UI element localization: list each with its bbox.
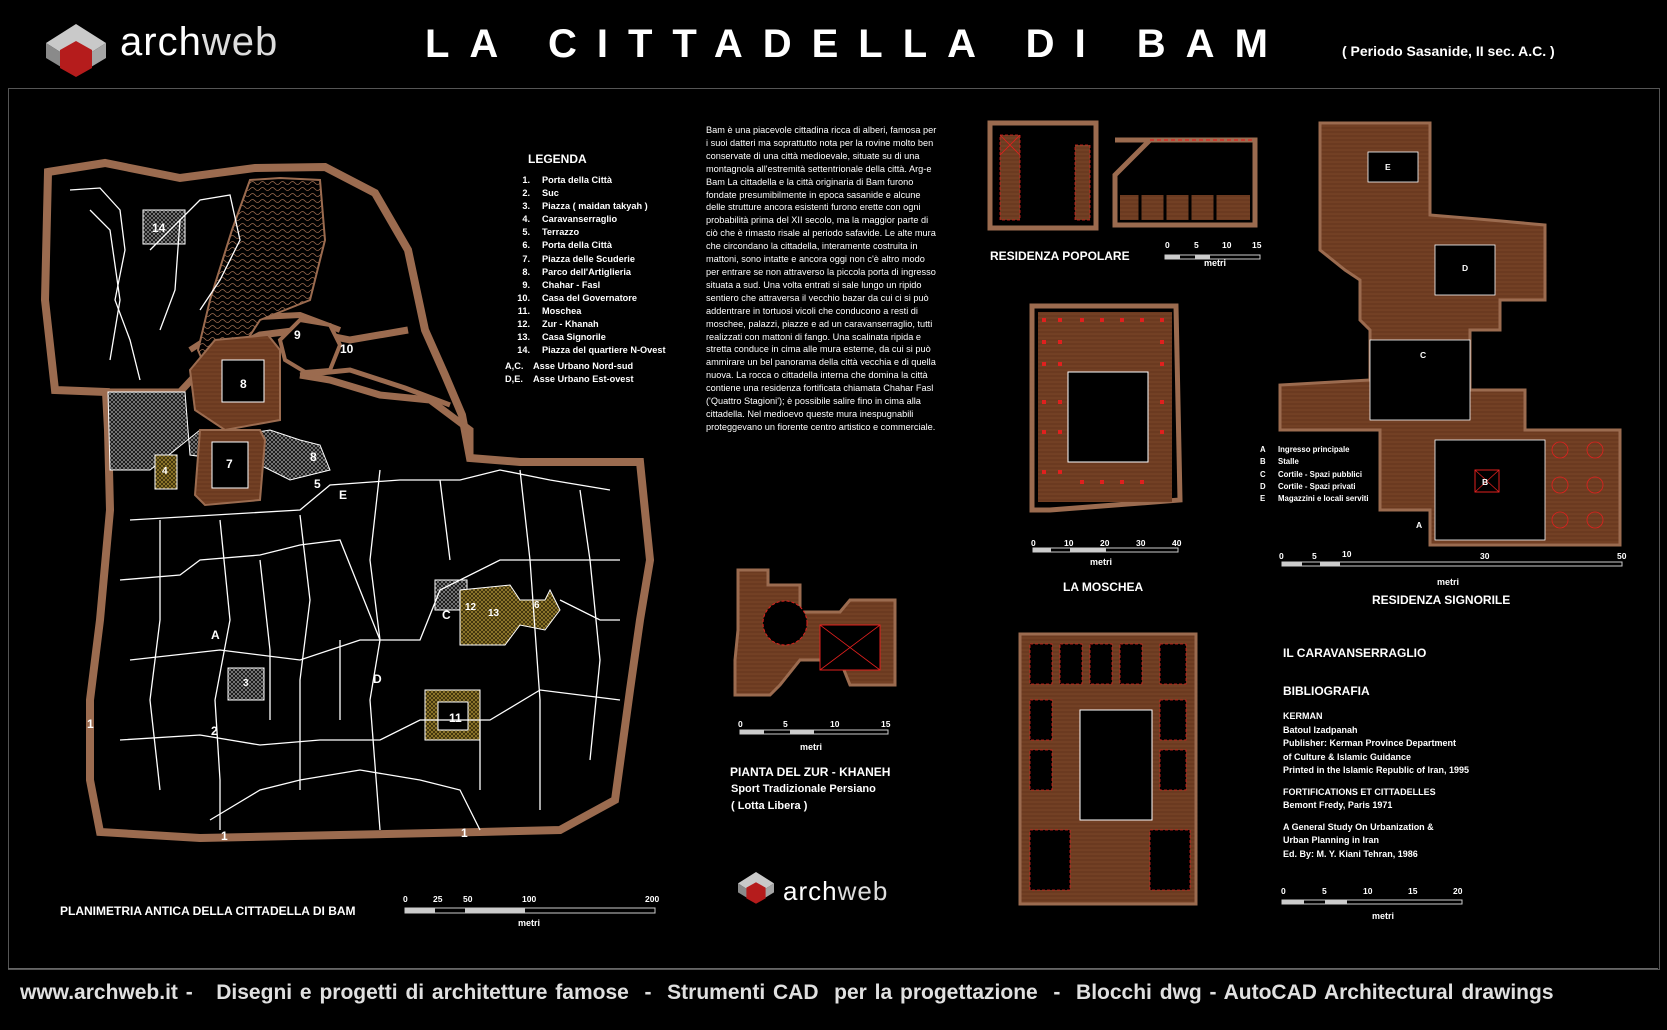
moschea-plan [1032,306,1180,510]
scale-label: 5 [1312,551,1317,561]
legend-item [508,174,666,187]
legend-label: Terrazzo [542,227,580,238]
map-label: 13 [488,608,500,619]
scale-label: 5 [1322,886,1327,896]
period-subtitle: ( Periodo Sasanide, II sec. A.C. ) [1342,43,1555,59]
legend-number: 11. [517,305,530,316]
page-title: LA CITTADELLA DI BAM [425,22,1288,66]
plan-legend-item [1260,444,1369,456]
scale-label: 5 [783,719,788,729]
caravanserraglio-caption: IL CARAVANSERRAGLIO [1283,646,1427,660]
zur-khaneh-caption: PIANTA DEL ZUR - KHANEH [730,765,891,779]
scale-unit: metri [800,742,823,752]
bibliography-line: Batoul Izadpanah [1283,724,1358,735]
scale-unit: metri [518,918,541,928]
legend-item [508,266,666,279]
legend-item [508,213,666,226]
plan-legend-label: Cortile - Spazi privati [1278,481,1356,491]
legend-label: Piazza delle Scuderie [542,253,635,264]
plan-legend-key: A [1260,445,1266,454]
legend-number: 1. [522,175,530,185]
legend-number: 5. [522,227,530,238]
legend-item [508,331,666,344]
scale-label: 10 [1363,886,1373,896]
legend-item [508,344,666,357]
plan-legend-label: Ingresso principale [1278,445,1350,454]
bibliography-title: BIBLIOGRAFIA [1283,684,1370,698]
scale-label: 50 [1617,551,1627,561]
legend-item [508,226,666,239]
scale-label: 10 [830,719,840,729]
plan-legend-key: D [1260,481,1266,491]
zur-khaneh-subtitle: Sport Tradizionale Persiano [731,783,876,795]
scale-label: 15 [1408,886,1418,896]
legend-axis-label: Asse Urbano Est-ovest [533,374,634,384]
plan-legend-item [1260,469,1369,481]
legend-axis-item [505,373,634,386]
legend-item [508,187,666,200]
bibliography-line: Publisher: Kerman Province Department [1283,738,1457,748]
logo-cube-icon [46,24,106,77]
legend-number: 12. [517,319,530,330]
map-label: 10 [340,342,354,356]
scale-label: 15 [1252,240,1262,250]
scale-unit: metri [1204,258,1227,268]
legend-label: Casa Signorile [542,332,606,343]
legend-number: 7. [522,253,530,264]
plan-legend-label: Stalle [1278,457,1299,467]
plan-legend-item [1260,456,1369,468]
plan-legend-label: Magazzini e locali serviti [1278,494,1369,504]
plan-legend-item [1260,481,1369,493]
map-label: 3 [243,678,249,689]
plan-legend-key: E [1260,494,1266,504]
legend-axis-item [505,360,634,373]
legend-label: Caravanserraglio [542,214,618,225]
zur-khaneh-subtitle-2: ( Lotta Libera ) [731,800,808,812]
scale-unit: metri [1372,911,1395,921]
bibliography-line: Urban Planning in Iran [1283,835,1380,845]
scale-label: 0 [1281,886,1286,896]
scale-label: 0 [1279,551,1284,561]
bibliography-line: A General Study On Urbanization & [1283,821,1434,832]
legend-label: Porta della Città [542,240,612,251]
scale-label: 100 [522,894,537,904]
map-label: 7 [226,457,233,471]
scale-label: 10 [1342,549,1352,559]
scale-label: 20 [1100,538,1110,548]
legend-axis-key: D,E. [505,374,523,384]
legend-item [508,318,666,331]
plan-letter: E [1385,162,1391,172]
legend-label: Piazza ( maidan takyah ) [542,201,648,212]
scale-label: 25 [433,894,443,904]
map-caption: PLANIMETRIA ANTICA DELLA CITTADELLA DI BAM [60,904,356,918]
map-label: 8 [310,450,317,464]
legend-item [508,292,666,305]
legend-label: Porta della Città [542,175,612,185]
legend-label: Moschea [542,305,582,316]
zur-khaneh-plan [735,570,895,695]
legend-label: Parco dell'Artiglieria [542,266,631,277]
scale-label: 15 [881,719,891,729]
map-label: A [211,628,220,642]
plan-letter: A [1416,520,1423,530]
footer-text[interactable]: www.archweb.it - Disegni e progetti di architetture famose - Strumenti CAD per la progettazione - Blocchi dwg - AutoCAD Architectural drawings [20,981,1554,1004]
legend-number: 9. [522,279,530,290]
legend-list [508,174,666,357]
plan-legend-key: B [1260,457,1266,467]
legend-number: 13. [517,332,530,343]
scale-label: 0 [403,894,408,904]
map-label: 1 [87,717,94,731]
map-label: 1 [221,829,228,843]
bibliography-line: Bemont Fredy, Paris 1971 [1283,800,1393,810]
legend-label: Zur - Khanah [542,319,599,330]
moschea-caption: LA MOSCHEA [1063,580,1144,594]
description-text: Bam è una piacevole cittadina ricca di alberi, famosa per i suoi datteri ma soprattutto nota per la rovine molto ben conservate di una città medioevale, situate su di una montagnola all'estremità settentrionale della città. Arg-e Bam La cittadella e la città originaria di Bam furono fondate presumibilmente in epoca sasanide e alcune delle strutture ancora esistenti furono erette con ogni probabilità prima del XII secolo, ma la maggior parte di ciò che è rimasto risale al periodo safavide. Le alte mura che circondano la cittadella, interamente costruita in mattoni, sono intatte e ancora oggi non c'è altro modo per entrare se non attraverso la piccola porta di ingresso situata a sud. Una volta entrati si sale lungo un ripido sentiero che attraversa il vecchio bazar da cui ci si può addentrare in tortuosi vicoli che conducono a resti di moschee, palazzi, piazze e ad un caravanserraglio, tutti realizzati con mattoni di fango. Una scalinata ripida e stretta conduce in cima alle mura esterne, da cui si può ammirare un bel panorama della città vecchia e di quella nuova. La rocca o cittadella interna che domina la città contiene una residenza fortificata chiamata Chahar Fasl ('Quattro Stagioni'); è possibile salire fino in cima alla cittadella. Nel medioevo queste mura inespugnabili proteggevano un fiorente centro artistico e commerciale. [706,125,937,432]
logo-web-text: web [201,20,279,64]
scale-label: 0 [738,719,743,729]
map-label: 4 [162,466,168,477]
scale-label: 5 [1194,240,1199,250]
legend-number: 8. [522,266,530,277]
map-label: 1 [461,826,468,840]
scale-label: 0 [1031,538,1036,548]
scale-label: 40 [1172,538,1182,548]
plan-legend-label: Cortile - Spazi pubblici [1278,469,1363,479]
bibliography-line: FORTIFICATIONS ET CITTADELLES [1283,786,1436,797]
legend-item [508,253,666,266]
residenza-popolare-caption: RESIDENZA POPOLARE [990,249,1130,263]
logo-web-text-bottom: web [837,876,889,906]
scale-label: 200 [645,894,660,904]
legend-item [508,305,666,318]
scale-label: 10 [1222,240,1232,250]
legend-item [508,200,666,213]
map-label: 5 [314,477,321,491]
legend-label: Casa del Governatore [542,292,637,303]
scale-label: 10 [1064,538,1074,548]
legend-item [508,279,666,292]
map-label: 8 [240,377,247,391]
legend-axes [505,360,634,386]
legend-label: Suc [542,188,559,199]
legend-number: 3. [522,201,530,212]
map-label: 14 [152,221,166,235]
legend-number: 6. [522,240,530,251]
bibliography-list [1283,710,1469,861]
map-label: 11 [449,711,462,725]
legend-number: 10. [517,292,530,303]
scale-label: 0 [1165,240,1170,250]
scale-unit: metri [1437,577,1460,587]
legend-number: 2. [522,188,530,199]
legend-label: Piazza del quartiere N-Ovest [542,345,666,356]
legend-item [508,239,666,252]
map-label: D [373,672,382,686]
scale-label: 50 [463,894,473,904]
plan-legend-item [1260,493,1369,505]
bibliography-line: Printed in the Islamic Republic of Iran, 1995 [1283,765,1470,775]
scale-label: 30 [1136,538,1146,548]
legend-number: 4. [522,214,530,225]
legend-number: 14. [517,345,530,356]
legend-axis-label: Asse Urbano Nord-sud [533,361,634,371]
map-label: 6 [534,600,540,611]
plan-letter: B [1482,477,1489,487]
residenza-signorile-caption: RESIDENZA SIGNORILE [1372,593,1511,607]
legend-label: Chahar - Fasl [542,279,601,290]
map-label: E [339,488,348,502]
bibliography-gap [1283,778,1469,786]
map-label: 2 [211,724,218,738]
archweb-logo[interactable] [120,20,278,65]
logo-arch-text: arch [120,20,202,64]
bibliography-gap [1283,813,1469,821]
logo-arch-text-bottom: arch [783,876,838,906]
scale-unit: metri [1090,557,1113,567]
bibliography-line: KERMAN [1283,711,1323,721]
residenza-signorile-legend [1260,444,1369,505]
map-label: 12 [465,602,477,613]
archweb-logo-bottom[interactable] [783,876,888,907]
scale-label: 20 [1453,886,1463,896]
logo-cube-icon-small [738,872,774,904]
plan-letter: C [1420,350,1427,360]
bibliography-line: of Culture & Islamic Guidance [1283,751,1412,762]
map-label: C [442,608,451,622]
legend-axis-key: A,C. [505,361,524,371]
plan-legend-key: C [1260,469,1266,479]
map-label: 9 [294,328,301,342]
scale-label: 30 [1480,551,1490,561]
bibliography-line: Ed. By: M. Y. Kiani Tehran, 1986 [1283,848,1418,859]
legend-title: LEGENDA [528,152,587,166]
plan-letter: D [1462,263,1469,273]
caravanserraglio-plan [1020,634,1196,904]
residenza-popolare-plan [990,123,1255,228]
